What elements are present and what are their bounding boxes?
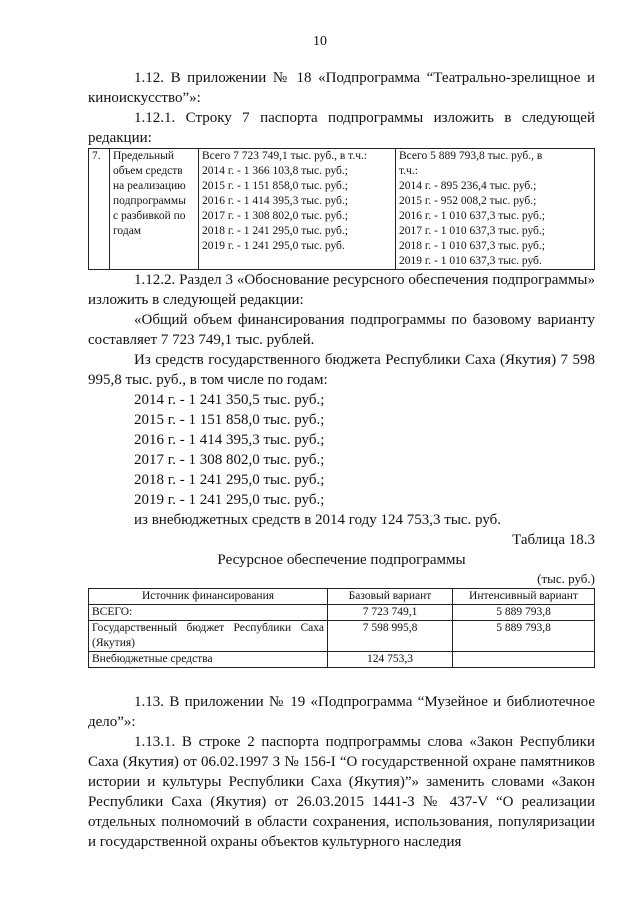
quote-state-budget: Из средств государственного бюджета Республики Саха (Якутия) 7 598 995,8 тыс. руб., в том числе по годам: xyxy=(88,352,595,388)
table-cell: ВСЕГО: xyxy=(89,605,328,621)
section-1-12-heading: 1.12. В приложении № 18 «Подпрограмма “Театрально-зрелищное и киноискусство”»: xyxy=(88,70,595,106)
table-cell: Внебюджетные средства xyxy=(89,652,328,668)
table-row xyxy=(89,652,595,668)
quote-total: «Общий объем финансирования подпрограммы по базовому варианту составляет 7 723 749,1 тыс. рублей. xyxy=(88,312,595,348)
intensive-variant-line: 2019 г. - 1 010 637,3 тыс. руб. xyxy=(399,255,542,267)
row-label-line: годам xyxy=(113,225,142,237)
table-row xyxy=(89,605,595,621)
column-header: Интенсивный вариант xyxy=(453,589,595,605)
row-label-line: на реализацию xyxy=(113,180,186,192)
table-cell: 7 723 749,1 xyxy=(328,605,453,621)
row-label-line: с разбивкой по xyxy=(113,210,186,222)
page-number: 10 xyxy=(313,34,327,49)
resource-table xyxy=(88,588,595,668)
table-cell xyxy=(453,652,595,668)
table-cell: Государственный бюджет Республики Саха (Якутия) xyxy=(89,621,328,652)
intensive-variant-line: 2015 г. - 952 008,2 тыс. руб.; xyxy=(399,195,537,207)
row-label xyxy=(110,149,199,270)
section-1-13-heading: 1.13. В приложении № 19 «Подпрограмма “Музейное и библиотечное дело”»: xyxy=(88,694,595,730)
intensive-variant-line: 2014 г. - 895 236,4 тыс. руб.; xyxy=(399,180,537,192)
base-variant-line: 2017 г. - 1 308 802,0 тыс. руб.; xyxy=(202,210,348,222)
years-list xyxy=(88,390,595,510)
table-label: Таблица 18.3 xyxy=(512,532,595,548)
document-body xyxy=(88,68,595,852)
table-row xyxy=(89,149,595,270)
base-variant-line: 2015 г. - 1 151 858,0 тыс. руб.; xyxy=(202,180,348,192)
row-number: 7. xyxy=(89,149,110,270)
item-1-12-1: 1.12.1. Строку 7 паспорта подпрограммы изложить в следующей редакции: xyxy=(88,110,595,146)
table-title: Ресурсное обеспечение подпрограммы xyxy=(217,552,466,568)
row-label-line: подпрограммы xyxy=(113,195,186,207)
base-variant-line: 2014 г. - 1 366 103,8 тыс. руб.; xyxy=(202,165,348,177)
intensive-variant-line: т.ч.: xyxy=(399,165,418,177)
item-1-12-2: 1.12.2. Раздел 3 «Обоснование ресурсного обеспечения подпрограммы» изложить в следующей редакции: xyxy=(88,272,595,308)
intensive-variant-line: 2016 г. - 1 010 637,3 тыс. руб.; xyxy=(399,210,545,222)
table-row xyxy=(89,621,595,652)
item-1-13-1: 1.13.1. В строке 2 паспорта подпрограммы слова «Закон Республики Саха (Якутия) от 06.02.1997 З № 156-I “О государственной охране памятников истории и культуры Республики Саха (Якутия)”» заменить словами «Закон Республики Саха (Якутия) от 26.03.2015 1441-З № 437-V “О реализации отдельных полномочий в области сохранения, использования, популяризации и государственной охраны объектов культурного наследия xyxy=(88,734,595,850)
extra-budget-line: из внебюджетных средств в 2014 году 124 753,3 тыс. руб. xyxy=(134,512,502,528)
year-line: 2016 г. - 1 414 395,3 тыс. руб.; xyxy=(134,432,325,448)
base-variant-line: 2019 г. - 1 241 295,0 тыс. руб. xyxy=(202,240,345,252)
intensive-variant-line: 2017 г. - 1 010 637,3 тыс. руб.; xyxy=(399,225,545,237)
intensive-variant-line: Всего 5 889 793,8 тыс. руб., в xyxy=(399,150,543,162)
row-label-line: Предельный xyxy=(113,150,174,162)
table-header-row xyxy=(89,589,595,605)
table-cell: 7 598 995,8 xyxy=(328,621,453,652)
base-variant-line: 2016 г. - 1 414 395,3 тыс. руб.; xyxy=(202,195,348,207)
year-line: 2018 г. - 1 241 295,0 тыс. руб.; xyxy=(134,472,325,488)
column-header: Базовый вариант xyxy=(328,589,453,605)
passport-row-table xyxy=(88,148,595,270)
table-cell: 124 753,3 xyxy=(328,652,453,668)
year-line: 2015 г. - 1 151 858,0 тыс. руб.; xyxy=(134,412,325,428)
column-header: Источник финансирования xyxy=(89,589,328,605)
intensive-variant-cell xyxy=(396,149,595,270)
year-line: 2017 г. - 1 308 802,0 тыс. руб.; xyxy=(134,452,325,468)
table-unit: (тыс. руб.) xyxy=(537,571,595,586)
table-cell: 5 889 793,8 xyxy=(453,605,595,621)
intensive-variant-line: 2018 г. - 1 010 637,3 тыс. руб.; xyxy=(399,240,545,252)
row-label-line: объем средств xyxy=(113,165,183,177)
year-line: 2019 г. - 1 241 295,0 тыс. руб.; xyxy=(134,492,325,508)
base-variant-line: 2018 г. - 1 241 295,0 тыс. руб.; xyxy=(202,225,348,237)
base-variant-cell xyxy=(199,149,396,270)
table-cell: 5 889 793,8 xyxy=(453,621,595,652)
base-variant-line: Всего 7 723 749,1 тыс. руб., в т.ч.: xyxy=(202,150,368,162)
year-line: 2014 г. - 1 241 350,5 тыс. руб.; xyxy=(134,392,325,408)
